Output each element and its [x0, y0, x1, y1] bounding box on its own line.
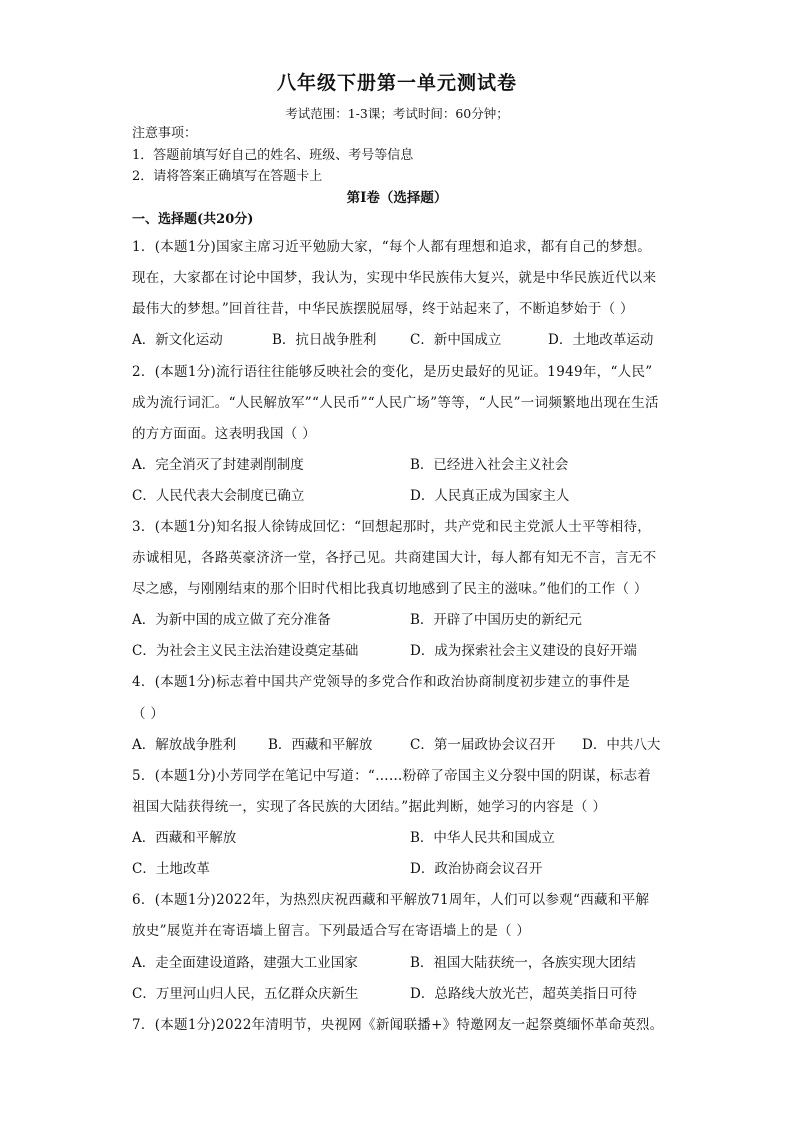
question-text: 的方方面面。这表明我国（ ）: [132, 426, 316, 442]
option-b[interactable]: B．西藏和平解放: [268, 737, 373, 753]
question-text: 现在，大家都在讨论中国梦，我认为，实现中华民族伟大复兴，就是中华民族近代以来: [132, 270, 657, 286]
option-d[interactable]: D．中共八大: [582, 737, 661, 753]
question-text: 祖国大陆获得统一，实现了各民族的大团结。”据此判断，她学习的内容是（ ）: [132, 799, 607, 815]
notice-item: 2．请将答案正确填写在答题卡上: [132, 169, 323, 184]
option-c[interactable]: C．为社会主义民主法治建设奠定基础: [132, 643, 359, 659]
option-a[interactable]: A．西藏和平解放: [132, 830, 237, 846]
option-b[interactable]: B．中华人民共和国成立: [410, 830, 555, 846]
option-d[interactable]: D．人民真正成为国家主人: [410, 488, 570, 504]
question-text: 最伟大的梦想。”回首往昔，中华民族摆脱屈辱，终于站起来了，不断追梦始于（ ）: [132, 301, 634, 317]
option-a[interactable]: A．新文化运动: [132, 332, 223, 348]
option-d[interactable]: D．总路线大放光芒，超英美指日可待: [410, 986, 637, 1002]
option-d[interactable]: D．政治协商会议召开: [410, 861, 543, 877]
option-a[interactable]: A．解放战争胜利: [132, 737, 237, 753]
option-d[interactable]: D．土地改革运动: [548, 332, 654, 348]
option-c[interactable]: C．人民代表大会制度已确立: [132, 488, 305, 504]
option-b[interactable]: B．祖国大陆获统一，各族实现大团结: [410, 955, 636, 971]
question-text: 尽之感，与刚刚结束的那个旧时代相比我真切地感到了民主的滋味。”他们的工作（ ）: [132, 581, 648, 597]
option-b[interactable]: B．已经进入社会主义社会: [410, 457, 569, 473]
part-title: 第I卷（选择题）: [346, 190, 448, 206]
question-text: 1．(本题1分)国家主席习近平勉励大家，“每个人都有理想和追求，都有自己的梦想。: [132, 239, 652, 255]
option-c[interactable]: C．新中国成立: [410, 332, 502, 348]
option-c[interactable]: C．第一届政协会议召开: [410, 737, 556, 753]
exam-title: 八年级下册第一单元测试卷: [276, 72, 517, 94]
question-text: 3．(本题1分)知名报人徐铸成回忆：“回想起那时，共产党和民主党派人士平等相待，: [132, 519, 652, 535]
option-a[interactable]: A．完全消灭了封建剥削制度: [132, 457, 304, 473]
option-b[interactable]: B．开辟了中国历史的新纪元: [410, 612, 582, 628]
notice-heading: 注意事项：: [132, 126, 198, 141]
option-a[interactable]: A．为新中国的成立做了充分准备: [132, 612, 331, 628]
question-text: 2．(本题1分)流行语往往能够反映社会的变化，是历史最好的见证。1949年，“人民”: [132, 364, 653, 380]
question-text: 7．(本题1分)2022年清明节，央视网《新闻联播+》特邀网友一起祭奠缅怀革命英烈。: [132, 1017, 664, 1033]
question-text: 放史”展览并在寄语墙上留言。下列最适合写在寄语墙上的是（ ）: [132, 923, 531, 939]
option-b[interactable]: B．抗日战争胜利: [272, 332, 377, 348]
option-d[interactable]: D．成为探索社会主义建设的良好开端: [410, 643, 637, 659]
exam-subtitle: 考试范围：1-3课；考试时间：60分钟；: [285, 106, 509, 121]
question-text: （ ）: [132, 706, 165, 722]
notice-item: 1．答题前填写好自己的姓名、班级、考号等信息: [132, 148, 414, 163]
option-a[interactable]: A．走全面建设道路，建强大工业国家: [132, 955, 358, 971]
section-title: 一、选择题(共20分): [132, 212, 254, 227]
option-c[interactable]: C．土地改革: [132, 861, 210, 877]
question-text: 6．(本题1分)2022年，为热烈庆祝西藏和平解放71周年，人们可以参观“西藏和平解: [132, 892, 650, 908]
question-text: 成为流行词汇。“人民解放军”“人民币”“人民广场”等等，“人民”一词频繁地出现在生活: [132, 395, 659, 411]
question-text: 赤诚相见，各路英豪济济一堂，各抒己见。共商建国大计，每人都有知无不言，言无不: [132, 550, 657, 566]
option-c[interactable]: C．万里河山归人民，五亿群众庆新生: [132, 986, 359, 1002]
question-text: 4．(本题1分)标志着中国共产党领导的多党合作和政治协商制度初步建立的事件是: [132, 674, 631, 690]
question-text: 5．(本题1分)小芳同学在笔记中写道：“……粉碎了帝国主义分裂中国的阴谋，标志着: [132, 768, 652, 784]
